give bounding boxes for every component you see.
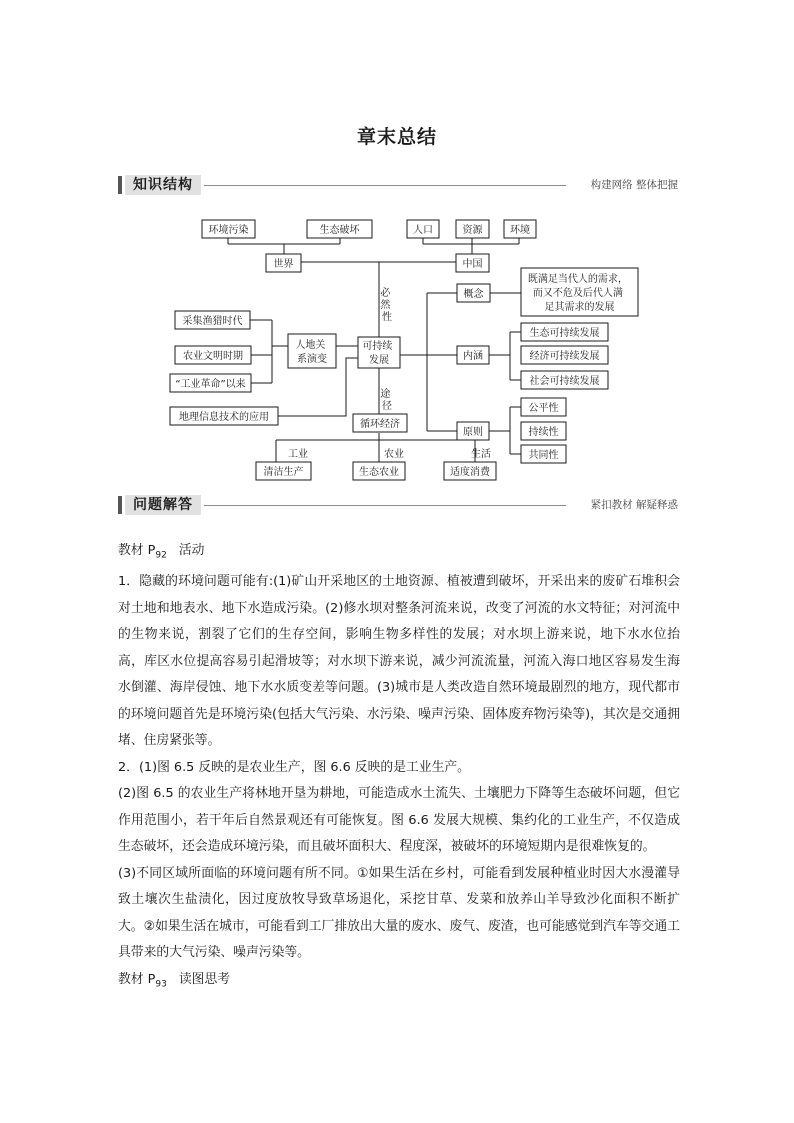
- node-connotation: 内涵: [463, 351, 483, 362]
- label-approach: [380, 387, 393, 412]
- answer-paragraph: 1．隐藏的环境问题可能有:(1)矿山开采地区的土地资源、植被遭到破坏，开采出来的废矿石堆积会对土地和地表水、地下水造成污染。(2)修水坝对整条河流来说，改变了河流的水文特征；对河流中的生物来说，割裂了它们的生存空间，影响生物多样性的发展；对水坝上游来说，地下水水位抬高，库区水位提高容易引起滑坡等；对水坝下游来说，减少河流流量，河流入海口地区容易发生海水倒灌、海岸侵蚀、地下水水质变差等问题。(3)城市是人类改造自然环境最剧烈的地方，现代都市的环境问题首先是环境污染(包括大气污染、水污染、噪声污染、固体废弃物污染等)，其次是交通拥堵、住房紧张等。: [118, 574, 680, 749]
- reference-prefix: 教材 P: [118, 971, 156, 987]
- label-char: 途: [380, 389, 391, 400]
- node-circular-economy: 循环经济: [360, 419, 400, 430]
- section-subtitle: 构建网络 整体把握: [590, 179, 678, 191]
- section-label: 知识结构: [125, 175, 201, 195]
- node-china: 中国: [462, 259, 483, 270]
- node-commonality: 共同性: [528, 450, 559, 461]
- definition-line: 既满足当代人的需求，: [527, 274, 628, 285]
- node-concept: 概念: [463, 289, 484, 300]
- node-moderate-consumption: 适度消费: [450, 467, 490, 478]
- node-continuity: 持续性: [528, 427, 559, 438]
- node-line: 人地关: [295, 340, 326, 351]
- node-clean-production: 清洁生产: [263, 467, 304, 478]
- label-char: 然: [380, 300, 391, 311]
- node-principles: 原则: [463, 427, 483, 438]
- section-header-qa: [118, 494, 678, 516]
- node-population: 人口: [413, 225, 433, 236]
- reference-activity: 读图思考: [178, 971, 231, 987]
- node-geo-info-tech: 地理信息技术的应用: [179, 412, 269, 423]
- definition-line: 足其需求的发展: [544, 302, 615, 313]
- answer-paragraph: (3)不同区域所面临的环境问题有所不同。①如果生活在乡村，可能看到发展种植业时因大水漫灌导致土壤次生盐渍化，因过度放牧导致草场退化，采挖甘草、发菜和放养山羊导致沙化面积不断扩大。②如果生活在城市，可能看到工厂排放出大量的废水、废气、废渣，也可能感觉到汽车等交通工具带来的大气污染、噪声污染等。: [118, 865, 680, 961]
- node-eco-agriculture: 生态农业: [359, 467, 399, 478]
- node-line: 系演变: [297, 354, 327, 365]
- answer-paragraph: (2)图 6.5 的农业生产将林地开垦为耕地，可能造成水土流失、土壤肥力下降等生态破坏问题，但它作用范围小，若干年后自然景观还有可能恢复。图 6.6 发展大规模、集约化的工业生产，不仅造成生态破坏，还会造成环境污染，而且破坏面积大、程度深，被破坏的环境短期内是很难恢复的。: [118, 786, 680, 855]
- diagram-boxes: [170, 220, 638, 480]
- textbook-reference: [118, 538, 680, 569]
- answer-paragraph: 2．(1)图 6.5 反映的是农业生产，图 6.6 反映的是工业生产。: [118, 759, 470, 775]
- node-fairness: 公平性: [528, 403, 559, 414]
- node-agricultural-civilization: 农业文明时期: [183, 351, 243, 362]
- node-line: 可持续: [362, 341, 393, 352]
- reference-prefix: 教材 P: [118, 543, 156, 558]
- section-subtitle: 紧扣教材 解疑释惑: [590, 499, 678, 511]
- node-industrial-revolution: “工业革命”以来: [175, 379, 246, 390]
- node-line: 发展: [369, 355, 389, 366]
- label-industry: 工业: [288, 449, 308, 460]
- section-marker: [118, 496, 122, 514]
- node-world: 世界: [273, 259, 294, 270]
- label-necessity: [380, 287, 393, 323]
- section-label: 问题解答: [125, 495, 201, 515]
- node-ecological-sd: 生态可持续发展: [529, 328, 600, 339]
- label-char: 径: [382, 401, 392, 412]
- label-life: 生活: [471, 449, 491, 460]
- answer-content: [118, 538, 680, 998]
- definition-line: 而又不危及后代人满: [532, 288, 623, 299]
- node-environmental-pollution: 环境污染: [208, 225, 249, 236]
- node-ecological-damage: 生态破坏: [319, 225, 360, 236]
- knowledge-structure-diagram: [0, 0, 794, 500]
- reference-book: [118, 971, 167, 990]
- page-title: 章末总结: [356, 126, 437, 148]
- node-hunting-gathering-era: 采集渔猎时代: [182, 316, 243, 327]
- textbook-reference: [118, 967, 680, 998]
- node-resources: 资源: [462, 225, 483, 236]
- node-social-sd: 社会可持续发展: [529, 376, 600, 387]
- label-agriculture: 农业: [384, 449, 404, 460]
- section-rule: [204, 505, 566, 506]
- reference-page: 93: [155, 979, 167, 990]
- label-char: 性: [382, 312, 392, 323]
- label-char: 必: [380, 288, 391, 299]
- node-environment: 环境: [510, 225, 530, 236]
- reference-activity: 活动: [178, 543, 205, 558]
- reference-page: 92: [155, 550, 167, 561]
- node-economic-sd: 经济可持续发展: [529, 351, 600, 362]
- reference-book: [118, 543, 167, 561]
